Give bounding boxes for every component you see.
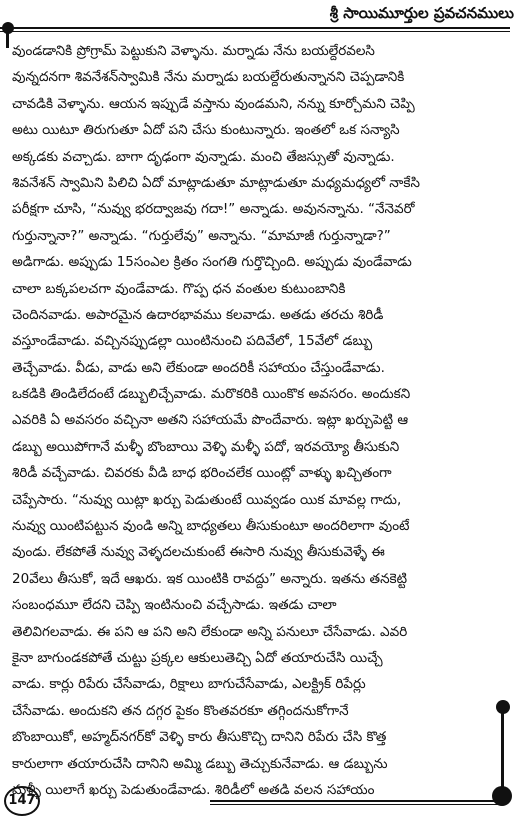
text-line: చెప్పేసారు. “నువ్వు యిట్లా ఖర్చు పెడుతుంటే యివ్వడం యిక మావల్ల గాదు, — [12, 491, 402, 508]
text-line: చాలా బక్కపలచగా వుండేవాడు. గొప్ప ధన వంతుల కుటుంబానికి — [12, 280, 346, 297]
text-line: చేసేవాడు. అందుకని తన దగ్గర పైకం కొంతవరకూ తగ్గిందనుకోగానే — [12, 702, 349, 719]
text-line: చావడికి వెళ్ళాను. ఆయన ఇప్పుడే వస్తాను వుండమని, నన్ను కూర్చోమని చెప్పి — [12, 95, 415, 112]
body-text — [12, 38, 508, 803]
left-margin-rule — [6, 30, 9, 48]
text-line: కారులాగా తయారుచేసి దానిని అమ్మి డబ్బు తెచ్చుకునేవాడు. ఆ డబ్బును — [12, 755, 388, 772]
header-rule — [0, 27, 510, 29]
footer-rule — [210, 800, 500, 802]
text-line: అడిగాడు. అప్పుడు 15సంఎల క్రితం సంగతి గుర్తొచ్చింది. అప్పుడు వుండేవాడు — [12, 254, 412, 271]
text-line: గుర్తున్నానా?” అన్నాడు. “గుర్తులేవు” అన్నాను. “మామాజీ గుర్తున్నాడా?” — [12, 227, 391, 244]
text-line: నువ్వు యింటిపట్టున వుండి అన్ని బాధ్యతలు తీసుకుంటూ అందరిలాగా వుంటే — [12, 518, 410, 535]
text-line: కైనా బాగుండకపోతే చుట్టు ప్రక్కల ఆకులుతెచ్చి ఏదో తయారుచేసి యిచ్చే — [12, 649, 383, 666]
footer-rule-thin — [210, 804, 500, 805]
right-margin-rule — [501, 708, 504, 796]
running-header-title: శ్రీ సాయిమూర్తుల ప్రవచనములు — [329, 4, 514, 22]
text-line: డబ్బు అయిపోగానే మళ్ళీ బొంబాయి వెళ్ళి మళ్ళీ పదో, ఇరవయ్యో తీసుకుని — [12, 438, 400, 455]
footer-ornament-dot — [492, 786, 512, 806]
text-line: పరీక్షగా చూసి, “నువ్వు భరద్వాజవు గదా!” అన్నాడు. అవునన్నాను. “నేనెవరో — [12, 201, 415, 218]
text-line: సంబంధమూ లేదని చెప్పి ఇంటినుంచి వచ్చేసాడు. ఇతడు చాలా — [12, 597, 337, 614]
text-line: తెచ్చేవాడు. వీడు, వాడు అని లేకుండా అందరికీ సహాయం చేస్తుండేవాడు. — [12, 359, 385, 376]
text-line: శివనేశన్ స్వామిని పిలిచి ఏదో మాట్లాడుతూ మాట్లాడుతూ మధ్యమధ్యలో నాకేసి — [12, 174, 420, 191]
text-line: 20వేలు తీసుకో, ఇదే ఆఖరు. ఇక యింటికి రావద్దు” అన్నారు. ఇతను తనకెట్టి — [12, 570, 408, 587]
text-line: మళ్ళీ యిలాగే ఖర్చు పెడుతుండేవాడు. శిరిడీలో అతడి వలన సహాయం — [12, 781, 375, 798]
text-line: చెందినవాడు. అపారమైన ఉదారభావము కలవాడు. అతడు తరచు శిరిడీ — [12, 306, 384, 323]
text-line: బొంబాయికో, అహ్మద్‌నగర్‌కో వెళ్ళి కారు తీసుకొచ్చి దానిని రిపేరు చేసి కొత్త — [12, 729, 387, 746]
text-line: అటు యిటూ తిరుగుతూ ఏదో పని చేసు కుంటున్నారు. ఇంతలో ఒక సన్యాసి — [12, 122, 400, 139]
text-line: అక్కడకు వచ్చాడు. బాగా దృఢంగా వున్నాడు. మంచి తేజస్సుతో వున్నాడు. — [12, 148, 395, 165]
header-rule-thin — [0, 31, 510, 32]
text-line: వాడు. కార్లు రిపేరు చేసేవాడు, రిక్షాలు బాగుచేసేవాడు, ఎలక్ట్రిక్ రిపేర్లు — [12, 676, 366, 693]
text-line: తెలివిగలవాడు. ఈ పని ఆ పని అని లేకుండా అన్ని పనులూ చేసేవాడు. ఎవరి — [12, 623, 408, 640]
text-line: వుండు. లేకపోతే నువ్వు వెళ్ళదలచుకుంటే ఈసారి నువ్వు తీసుకువెళ్ళే ఈ — [12, 544, 385, 561]
text-line: శిరిడీ వచ్చేవాడు. చివరకు వీడి బాధ భరించలేక యింట్లో వాళ్ళు ఖచ్చితంగా — [12, 465, 392, 482]
text-line: ఎవరికి ఏ అవసరం వచ్చినా అతని సహాయమే పొందేవారు. ఇట్లా ఖర్చుపెట్టి ఆ — [12, 412, 409, 429]
page-number: 147 — [4, 786, 40, 816]
text-line: ఒకడికి తిండిలేదంటే డబ్బులిచ్చేవాడు. మరొకరికి యింకొక అవసరం. అందుకని — [12, 386, 411, 403]
text-line: వున్నదనగా శివనేశన్‌స్వామికి నేను మర్నాడు బయల్దేరుతున్నానని చెప్పడానికి — [12, 69, 405, 86]
text-line: వస్తూండేవాడు. వచ్చినప్పుడల్లా యింటినుంచి పదివేలో, 15వేలో డబ్బు — [12, 333, 373, 350]
text-line: వుండడానికి ప్రోగ్రామ్ పెట్టుకుని వెళ్ళాను. మర్నాడు నేను బయల్దేరవలసి — [12, 43, 375, 59]
